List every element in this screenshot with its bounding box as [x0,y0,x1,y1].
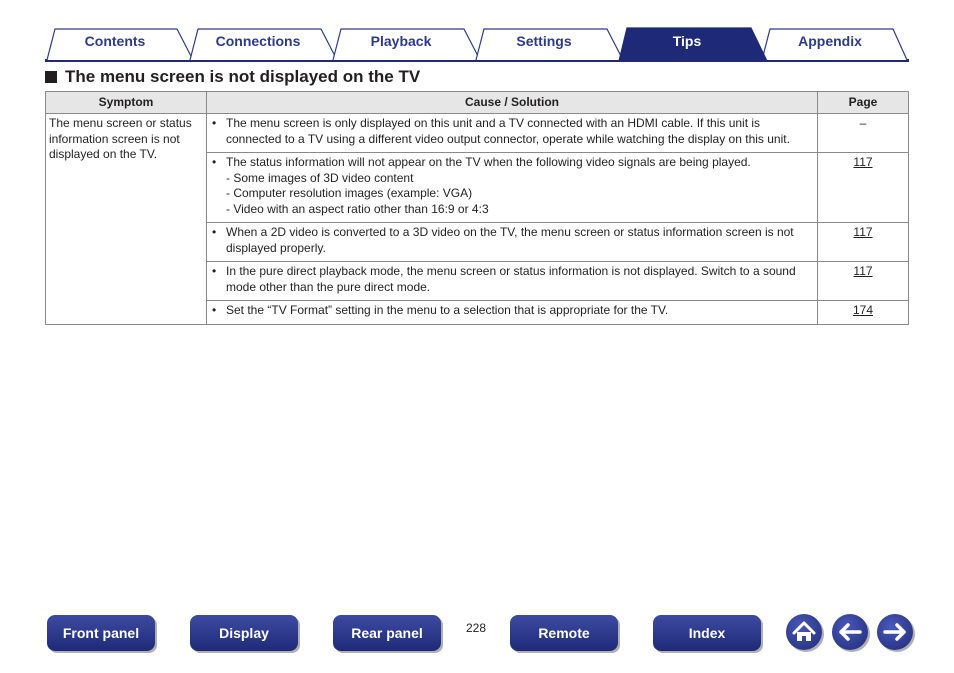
page-ref: – [818,114,909,153]
cause-text: The status information will not appear on the TV when the following video signals are being played. [226,155,751,169]
header-cause: Cause / Solution [207,92,818,114]
cause-text: Set the “TV Format” setting in the menu to a selection that is appropriate for the TV. [226,303,669,317]
header-page: Page [818,92,909,114]
home-icon [786,614,822,650]
square-bullet-icon [45,71,57,83]
forward-button[interactable] [877,614,913,650]
display-button[interactable]: Display [190,615,298,651]
tab-bar [45,27,909,63]
forward-arrow-icon [877,614,913,650]
tab-contents[interactable]: Contents [84,33,146,49]
section-heading [45,67,420,87]
cause-cell [207,223,818,262]
home-button[interactable] [786,614,822,650]
table-row [46,114,909,153]
bullet-icon: • [212,264,217,278]
back-arrow-icon [832,614,868,650]
table-header-row [46,92,909,114]
page-link[interactable]: 174 [852,303,874,317]
page-link[interactable]: 117 [853,225,873,239]
cause-text: When a 2D video is converted to a 3D video on the TV, the menu screen or status information screen is not displayed properly. [226,225,794,255]
page-link[interactable]: 117 [853,264,873,278]
page-ref-cell [818,301,909,325]
troubleshooting-table [45,91,909,325]
bullet-icon: • [212,155,217,169]
tab-appendix[interactable]: Appendix [798,33,862,49]
cause-cell [207,114,818,153]
index-button[interactable]: Index [653,615,761,651]
page-link[interactable]: 117 [853,155,873,169]
tab-connections[interactable]: Connections [215,33,301,49]
section-title: The menu screen is not displayed on the TV [65,67,421,86]
page-ref-cell [818,223,909,262]
page-number: 228 [466,621,487,635]
tab-tips[interactable]: Tips [672,33,702,49]
sub-item: - Video with an aspect ratio other than 16:9 or 4:3 [226,201,489,216]
rear-panel-button[interactable]: Rear panel [333,615,441,651]
tab-playback[interactable]: Playback [370,33,432,49]
cause-cell [207,262,818,301]
back-button[interactable] [832,614,868,650]
cause-cell [207,153,818,223]
remote-button[interactable]: Remote [510,615,618,651]
bullet-icon: • [212,303,217,317]
cause-text: The menu screen is only displayed on this unit and a TV connected with an HDMI cable. If this unit is connected to a TV using a different video output connector, operate while watching the display on this unit. [226,116,790,146]
front-panel-button[interactable]: Front panel [47,615,155,651]
header-symptom: Symptom [46,92,207,114]
bullet-icon: • [212,116,217,130]
cause-text: In the pure direct playback mode, the menu screen or status information is not displayed. Switch to a sound mode other than the pure direct mode. [226,264,796,294]
page-ref-cell [818,262,909,301]
cause-cell [207,301,818,325]
bullet-icon: • [212,225,217,239]
sub-item: - Some images of 3D video content [226,170,414,185]
page-ref-cell [818,153,909,223]
tab-settings[interactable]: Settings [516,33,572,49]
sub-item: - Computer resolution images (example: VGA) [226,186,473,200]
symptom-cell: The menu screen or status information screen is not displayed on the TV. [46,114,207,325]
